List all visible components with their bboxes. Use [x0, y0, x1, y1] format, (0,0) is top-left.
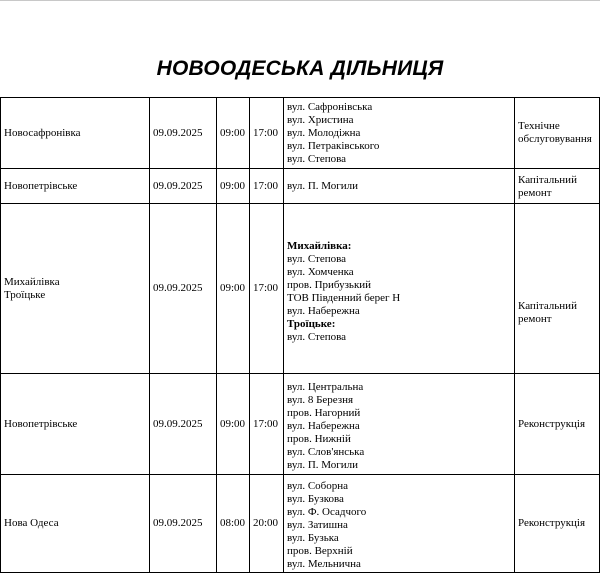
- street-item: пров. Нагорний: [287, 406, 361, 419]
- street-item: пров. Верхній: [287, 544, 353, 557]
- date-cell: 09.09.2025: [150, 374, 217, 475]
- street-item: вул. Христина: [287, 113, 354, 126]
- street-item: вул. Затишна: [287, 518, 348, 531]
- street-item: вул. Степова: [287, 252, 347, 265]
- work-type-cell: [515, 475, 600, 573]
- street-item: вул. Центральна: [287, 380, 364, 393]
- settlement-name: Михайлівка: [4, 275, 60, 288]
- street-item: вул. Набережна: [287, 304, 360, 317]
- settlement-cell: [1, 204, 150, 374]
- work-type-text: Реконструкція: [518, 517, 586, 529]
- streets-cell: [284, 169, 515, 204]
- street-group-heading: Троїцьке:: [287, 317, 336, 330]
- work-type-cell: [515, 169, 600, 204]
- table-row: [1, 169, 600, 204]
- street-item: вул. Слов'янська: [287, 445, 365, 458]
- street-group-heading: Михайлівка:: [287, 239, 352, 252]
- time-to-cell: 17:00: [250, 169, 284, 204]
- streets-cell: [284, 98, 515, 169]
- street-item: вул. Сафронівська: [287, 100, 373, 113]
- time-from-cell: 09:00: [217, 374, 250, 475]
- street-item: вул. Бузкова: [287, 492, 344, 505]
- table-row: [1, 374, 600, 475]
- street-item: вул. Степова: [287, 152, 347, 165]
- settlement-name: Троїцьке: [4, 288, 46, 301]
- settlement-cell: [1, 169, 150, 204]
- settlement-cell: [1, 475, 150, 573]
- street-item: вул. Ф. Осадчого: [287, 505, 367, 518]
- street-item: вул. П. Могили: [287, 458, 359, 471]
- streets-cell: [284, 374, 515, 475]
- street-item: ТОВ Південний берег Н: [287, 291, 401, 304]
- outage-schedule-table: [0, 97, 600, 573]
- street-item: вул. П. Могили: [287, 179, 359, 192]
- work-type-text: обслуговування: [518, 133, 592, 145]
- street-item: вул. Соборна: [287, 479, 349, 492]
- settlement-name: Новопетрівське: [4, 179, 78, 192]
- date-cell: 09.09.2025: [150, 204, 217, 374]
- table-row: [1, 475, 600, 573]
- time-from-cell: 08:00: [217, 475, 250, 573]
- time-from-cell: 09:00: [217, 169, 250, 204]
- street-item: вул. Мельнична: [287, 557, 361, 570]
- date-cell: 09.09.2025: [150, 475, 217, 573]
- street-item: вул. 8 Березня: [287, 393, 354, 406]
- work-type-text: Реконструкція: [518, 417, 586, 430]
- work-type-text: Капітальний: [518, 299, 577, 312]
- time-from-cell: 09:00: [217, 204, 250, 374]
- work-type-text: ремонт: [518, 187, 552, 199]
- street-item: пров. Нижній: [287, 432, 351, 445]
- street-item: пров. Прибузький: [287, 278, 372, 291]
- work-type-text: Капітальний: [518, 174, 577, 186]
- street-item: вул. Бузька: [287, 531, 339, 544]
- work-type-cell: [515, 374, 600, 475]
- time-to-cell: 17:00: [250, 98, 284, 169]
- work-type-text: ремонт: [518, 312, 552, 325]
- section-title: НОВООДЕСЬКА ДІЛЬНИЦЯ: [156, 57, 444, 80]
- settlement-cell: [1, 374, 150, 475]
- work-type-cell: [515, 98, 600, 169]
- work-type-text: Технічне: [518, 120, 560, 132]
- street-item: вул. Хомченка: [287, 265, 354, 278]
- table-row: [1, 204, 600, 374]
- work-type-cell: [515, 204, 600, 374]
- settlement-name: Нова Одеса: [4, 517, 59, 529]
- street-item: вул. Набережна: [287, 419, 360, 432]
- streets-cell: [284, 475, 515, 573]
- time-to-cell: 17:00: [250, 204, 284, 374]
- time-to-cell: 17:00: [250, 374, 284, 475]
- date-cell: 09.09.2025: [150, 98, 217, 169]
- time-to-cell: 20:00: [250, 475, 284, 573]
- streets-cell: [284, 204, 515, 374]
- settlement-cell: [1, 98, 150, 169]
- street-item: вул. Степова: [287, 330, 347, 343]
- street-item: вул. Петраківського: [287, 139, 380, 152]
- street-item: вул. Молодіжна: [287, 126, 361, 139]
- date-cell: 09.09.2025: [150, 169, 217, 204]
- time-from-cell: 09:00: [217, 98, 250, 169]
- settlement-name: Новосафронівка: [4, 126, 81, 139]
- settlement-name: Новопетрівське: [4, 417, 78, 430]
- table-row: [1, 98, 600, 169]
